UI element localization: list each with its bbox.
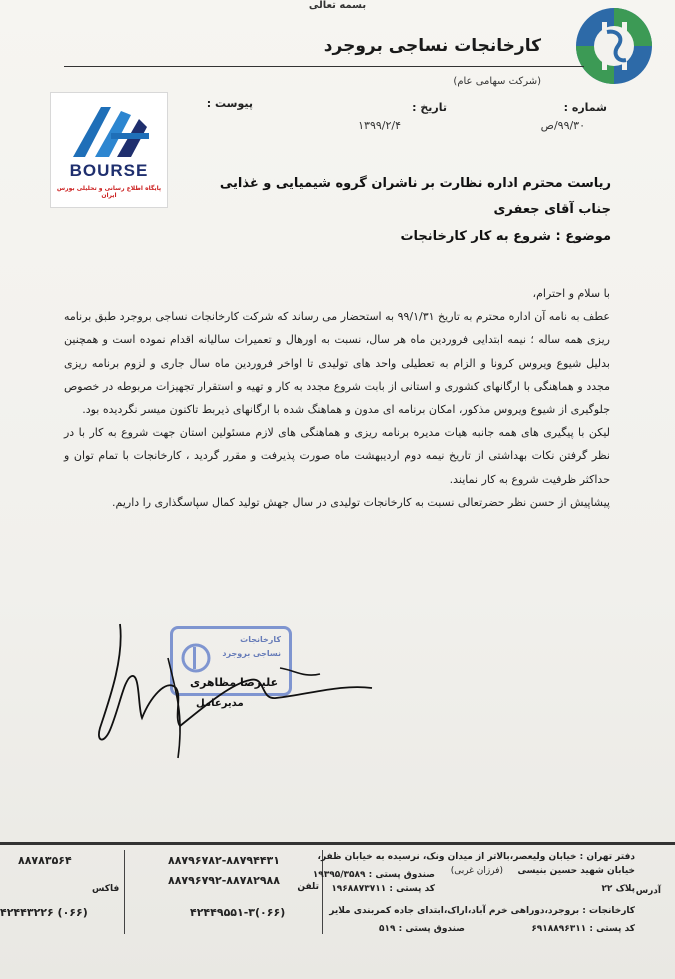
bourse-logo: [50, 92, 168, 208]
greeting: با سلام و احترام،: [532, 287, 610, 300]
recipient-name: جناب آقای جعفری: [493, 202, 611, 217]
date-value: ۱۳۹۹/۲/۴: [358, 119, 401, 132]
footer-divider: [0, 842, 675, 845]
factory-postcode: کد پستی : ۶۹۱۸۸۹۶۳۱۱: [531, 924, 635, 934]
footer-separator: [124, 850, 125, 934]
company-type: (شرکت سهامی عام): [453, 76, 541, 87]
tehran-tel: ۸۸۷۹۶۷۹۲-۸۸۷۸۲۹۸۸: [168, 874, 280, 887]
signer-name: علیرضا مظاهری: [190, 676, 279, 689]
tehran-plaque: پلاک ۲۲: [601, 884, 635, 894]
body-paragraph: پیشاپیش از حسن نظر حضرتعالی نسبت به کارخانجات تولیدی در سال جهش تولید کمال سپاسگذاری را داریم.: [112, 495, 610, 509]
letter-subject: موضوع : شروع به کار کارخانجات: [400, 229, 611, 244]
bourse-word: BOURSE: [69, 161, 149, 180]
tehran-postcode: کد پستی : ۱۹۶۸۸۷۳۷۱۱: [331, 884, 435, 894]
handwritten-signature: [80, 618, 380, 768]
factory-fax: (۰۶۶) ۴۲۴۴۳۲۲۶: [0, 906, 88, 919]
header-divider: [64, 66, 584, 67]
tehran-street-note: (فرزان غربی): [450, 866, 503, 876]
fax-label: فاکس: [92, 884, 120, 894]
attachment-label: پیوست :: [206, 97, 253, 110]
footer-separator: [322, 850, 323, 934]
number-label: شماره :: [563, 101, 607, 114]
body-paragraph: عطف به نامه آن اداره محترم به تاریخ ۹۹/۱/۳۱ به استحضار می رساند که شرکت کارخانجات نساجی بروجرد طبق برنامه ریزی همه ساله ؛ نیمه ابتدایی فروردین ماه هر سال، نسبت به اورهال و تعمیرات سالیانه اقدام نموده است و همچنین بدلیل شیوع ویروس کرونا و الزام به تعطیلی واحد های تولیدی تا اواخر فروردین ماه سال جاری و لزوم برنامه ریزی مجدد و هماهنگی با ارگانهای کشوری و استانی از بابت شروع مجدد به کار و تهیه و استقرار تجهیزات مربوطه در خصوص جلوگیری از شیوع ویروس مذکور، امکان برنامه ای مدون و هماهنگ شده با ارگانهای ذیربط تاکنون میسر نگردیده بود.: [64, 310, 610, 417]
tehran-pobox: صندوق پستی : ۱۹۳۹۵/۳۵۸۹: [312, 870, 435, 880]
company-name: کارخانجات نساجی بروجرد: [323, 36, 541, 56]
tehran-tel: ۸۸۷۹۶۷۸۲-۸۸۷۹۴۴۳۱: [168, 854, 280, 867]
address-label: آدرس: [635, 886, 661, 896]
tehran-fax: ۸۸۷۸۳۵۶۴: [18, 854, 72, 867]
body-paragraph: لیکن با پیگیری های همه جانبه هیات مدیره برنامه ریزی و هماهنگی های لازم مسئولین استان جهت شروع به کار با در نظر گرفتن نکات بهداشتی از تاریخ نیمه دوم اردیبهشت ماه صورت پذیرفت و مقرر گردید ، کارخانجات با تمام توان و حداکثر ظرفیت شروع به کار نمایند.: [64, 426, 610, 486]
recipient-title: ریاست محترم اداره نظارت بر ناشران گروه شیمیایی و غذایی: [219, 176, 611, 191]
bourse-tagline: پایگاه اطلاع رسانی و تحلیلی بورس ایران: [56, 185, 162, 199]
tehran-street: خیابان شهید حسین بنیسی: [517, 866, 635, 876]
factory-address: کارخانجات : بروجرد،دوراهی خرم آباد،اراک،ابتدای جاده کمربندی ملایر: [329, 906, 635, 916]
bourse-mark-icon: [51, 93, 167, 163]
date-label: تاریخ :: [412, 101, 447, 114]
number-value: ۹۹/۳۰/ص: [540, 119, 585, 132]
bismillah: بسمه تعالی: [308, 0, 367, 11]
stamp-line: نساجی بروجرد: [222, 649, 281, 658]
factory-tel: (۰۶۶)۴۲۴۴۹۵۵۱-۳: [190, 906, 286, 919]
factory-pobox: صندوق پستی : ۵۱۹: [378, 924, 465, 934]
company-logo-icon: [570, 4, 658, 88]
tel-label: تلفن: [297, 882, 319, 892]
tehran-office: دفتر تهران : خیابان ولیعصر،بالاتر از میدان ونک، نرسیده به خیابان ظفر،: [317, 852, 635, 862]
letter-body: [64, 282, 610, 514]
signer-title: مدیرعامل: [196, 698, 244, 709]
stamp-line: کارخانجات: [240, 635, 281, 644]
